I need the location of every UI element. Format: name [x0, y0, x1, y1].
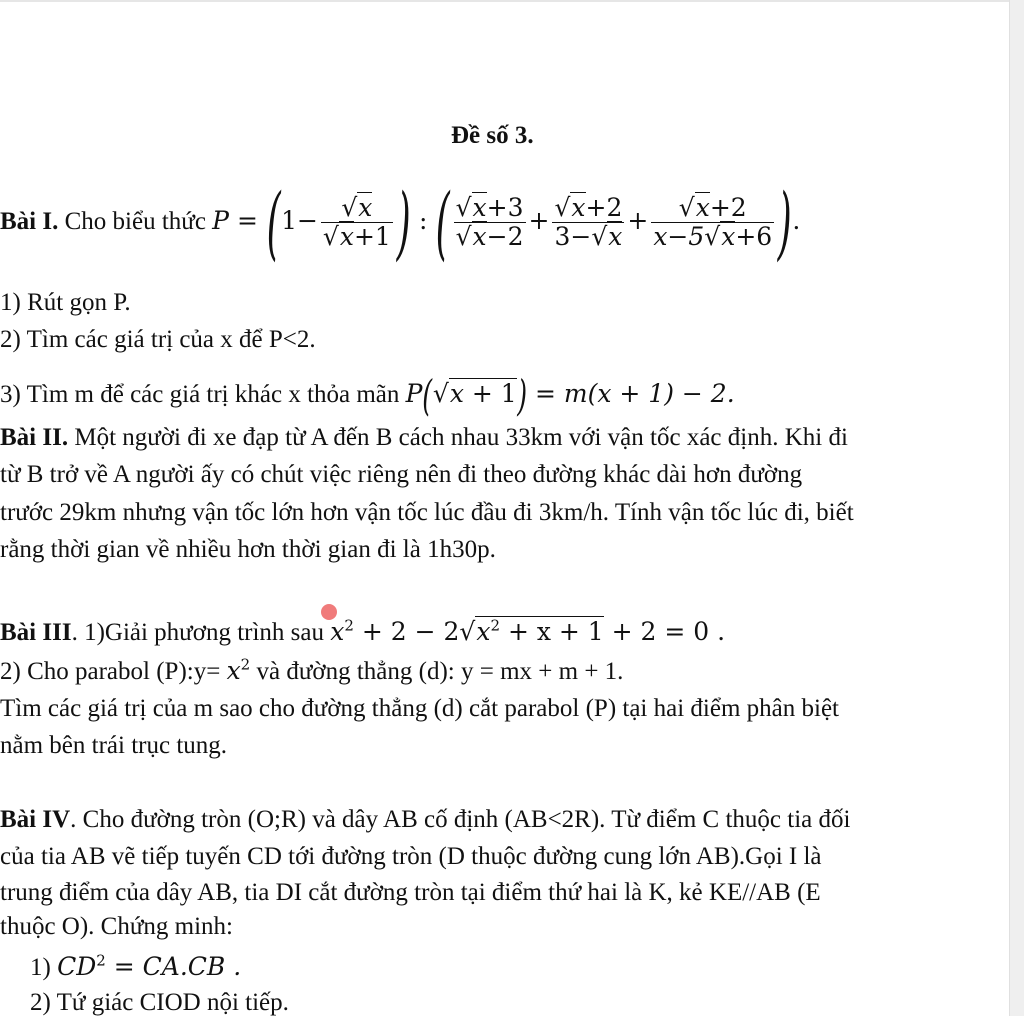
- bai4-line-1: Bài IV. Cho đường tròn (O;R) và dây AB cố định (AB<2R). Từ điểm C thuộc tia đối: [0, 806, 851, 833]
- fraction-2: $\frac{√x+3}{√x-2}$: [455, 193, 524, 251]
- bai4-item-2: 2) Tứ giác CIOD nội tiếp.: [30, 989, 289, 1016]
- bai1-q3-formula: P(√x + 1) = m(x + 1) − 2.: [405, 370, 735, 420]
- bai3-label: Bài III: [0, 619, 72, 646]
- bai2-label: Bài II.: [0, 424, 69, 451]
- bai4-line-4: thuộc O). Chứng minh:: [0, 913, 233, 940]
- formula-lhs: P: [212, 206, 229, 235]
- bai4-label: Bài IV: [0, 806, 71, 833]
- bai1-formula: P = (1− $\frac{√x}{√x+1}$ ) : ( $\frac{√x+3}{√x-2}$ + $\frac{√x+2}{3-√x}$ + $\frac{√x+2}{x-5√x+6}$ ).: [212, 175, 801, 269]
- bai1-question-1: 1) Rút gọn P.: [0, 289, 131, 316]
- bai2-line-2: từ B trở về A người ấy có chút việc riêng nên đi theo đường khác dài hơn đường: [0, 461, 803, 488]
- fraction-1: $\frac{√x}{√x+1}$: [322, 193, 391, 251]
- bai3-equation: $x^2 + 2 - 2√x^2 + x + 1 + 2 = 0$ .: [330, 616, 726, 646]
- bai1-question-3: 3) Tìm m để các giá trị khác x thỏa mãn P(√x + 1) = m(x + 1) − 2.: [0, 370, 735, 420]
- bai3-line-4: nằm bên trái trục tung.: [0, 732, 228, 759]
- bai2-line-4: rằng thời gian về nhiều hơn thời gian đi là 1h30p.: [0, 536, 496, 563]
- fraction-4: $\frac{√x+2}{x-5√x+6}$: [653, 193, 773, 251]
- bai4-item-1: 1) $CD^2 = CA.CB$ .: [30, 951, 242, 981]
- right-scroll-edge[interactable]: [1009, 0, 1024, 1016]
- bai4-line-2: của tia AB vẽ tiếp tuyến CD tới đường tròn (D thuộc đường cung lớn AB).Gọi I là: [0, 843, 822, 870]
- parabol-term: $x^2$: [226, 655, 251, 685]
- bai3-line-2: 2) Cho parabol (P):y= $x^2$ và đường thẳng (d): y = mx + m + 1.: [0, 655, 624, 685]
- formula-minus: −: [296, 206, 318, 235]
- bai1-label: Bài I.: [0, 208, 59, 235]
- bai1-intro: Cho biểu thức: [58, 208, 213, 235]
- bai3-line-3: Tìm các giá trị của m sao cho đường thẳng (d) cắt parabol (P) tại hai điểm phân biệt: [0, 695, 839, 722]
- bai3-line-1: Bài III. 1)Giải phương trình sau $x^2 + 2 - 2√x^2 + x + 1 + 2 = 0$ .: [0, 616, 726, 646]
- fraction-3: $\frac{√x+2}{3-√x}$: [554, 193, 623, 251]
- bai2-line-1: Bài II. Một người đi xe đạp từ A đến B cách nhau 33km với vận tốc xác định. Khi đi: [0, 424, 848, 451]
- bai1-statement: [0, 176, 800, 267]
- bai4-item1-formula: $CD^2 = CA.CB$ .: [57, 951, 242, 981]
- formula-one: 1: [281, 206, 297, 235]
- document-title: Đề số 3.: [451, 122, 534, 149]
- bai2-line-3: trước 29km nhưng vận tốc lớn hơn vận tốc lúc đầu đi 3km/h. Tính vận tốc lúc đi, biết: [0, 499, 854, 526]
- bai4-line-3: trung điểm của dây AB, tia DI cắt đường tròn tại điểm thứ hai là K, kẻ KE//AB (E: [0, 879, 821, 906]
- bai1-question-2: 2) Tìm các giá trị của x để P<2.: [0, 326, 316, 353]
